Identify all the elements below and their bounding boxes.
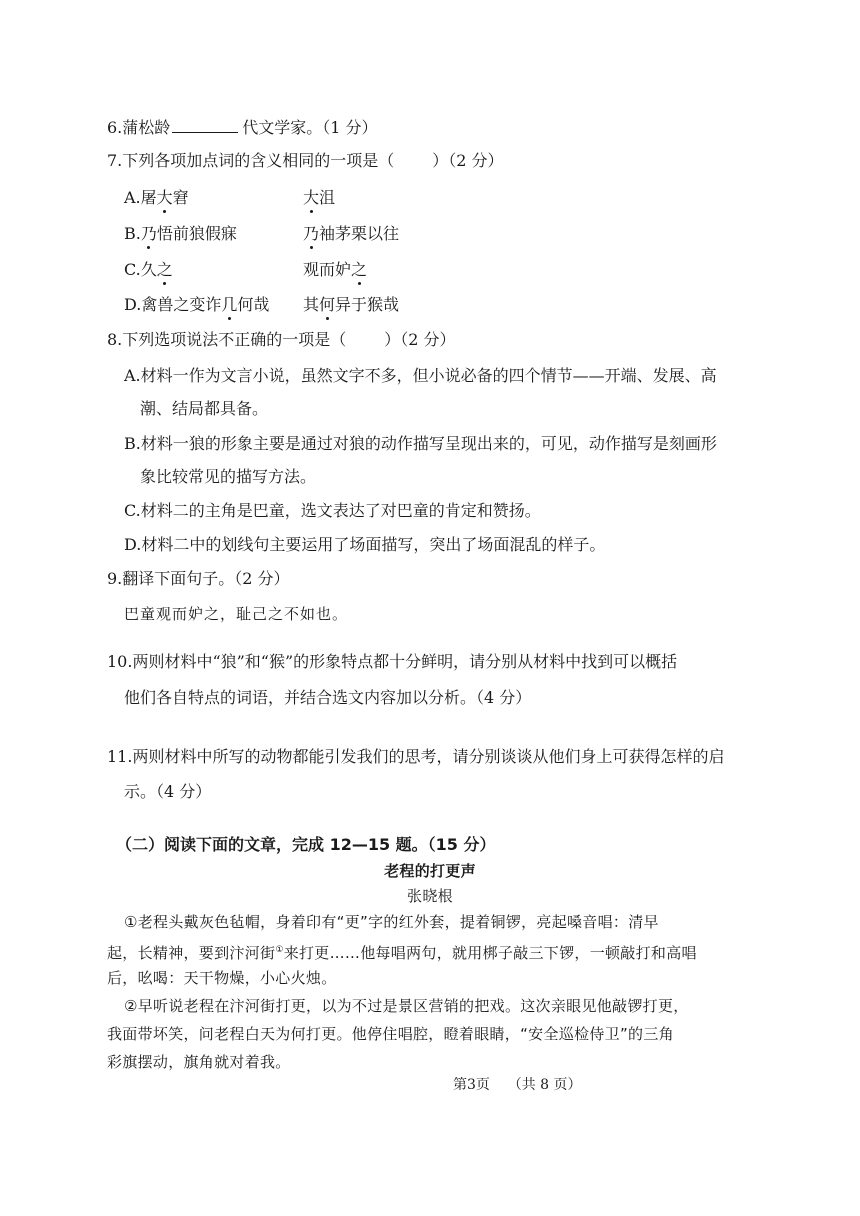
q7-score: ）（2 分） <box>432 151 504 170</box>
q8-option-a-line1: A.材料一作为文言小说，虽然文字不多，但小说必备的四个情节——开端、发展、高 <box>124 366 717 385</box>
dotted-word: 之 <box>156 260 173 279</box>
option-text: D.禽兽之变诈 <box>124 295 222 314</box>
dotted-word: 大 <box>303 188 320 207</box>
q8-option-a-line2: 潮、结局都具备。 <box>140 399 269 418</box>
option-text: 异于猴哉 <box>335 295 400 314</box>
q6-prefix: 6.蒲松龄 <box>107 118 171 137</box>
option-text: C.久 <box>124 260 157 279</box>
article-p2-line3: 彩旗摆动，旗角就对着我。 <box>107 1053 291 1071</box>
question-8-stem <box>107 330 456 350</box>
section-heading: （二）阅读下面的文章，完成 12—15 题。（15 分） <box>116 835 496 854</box>
option-text: 袖茅栗以往 <box>319 224 400 243</box>
question-7-stem <box>107 151 504 171</box>
p1-text: 起，长精神，要到汴河街 <box>107 944 276 962</box>
question-9-stem: 9.翻译下面句子。（2 分） <box>107 569 290 588</box>
q8-option-d: D.材料二中的划线句主要运用了场面描写，突出了场面混乱的样子。 <box>124 535 606 554</box>
dotted-word: 乃 <box>140 224 157 243</box>
option-text: 沮 <box>319 188 336 207</box>
page-total: （共 8 页） <box>507 1077 582 1093</box>
q7-option-a <box>124 188 524 208</box>
q7-option-d-right <box>303 295 399 315</box>
question-10-line1: 10.两则材料中“狼”和“猴”的形象特点都十分鲜明，请分别从材料中找到可以概括 <box>107 652 678 671</box>
q8-stem-text: 8.下列选项说法不正确的一项是（ <box>107 330 347 349</box>
article-p1-line2 <box>107 940 697 963</box>
answer-blank <box>172 117 238 133</box>
dotted-word: 乃 <box>303 224 320 243</box>
q7-stem-text: 7.下列各项加点词的含义相同的一项是（ <box>107 151 395 170</box>
q8-option-c: C.材料二的主角是巴童，选文表达了对巴童的肯定和赞扬。 <box>124 501 541 520</box>
q8-option-b-line2: 象比较常见的描写方法。 <box>140 467 317 486</box>
page-footer <box>453 1074 582 1094</box>
article-p2-line2: 我面带坏笑，问老程白天为何打更。他停住唱腔，瞪着眼睛，“安全巡检侍卫”的三角 <box>107 1025 674 1043</box>
q8-score: ）（2 分） <box>384 330 456 349</box>
q8-option-b-line1: B.材料一狼的形象主要是通过对狼的动作描写呈现出来的，可见，动作描写是刻画形 <box>124 434 717 453</box>
question-6 <box>107 117 378 138</box>
option-text: 窘 <box>172 188 189 207</box>
q7-option-c <box>124 260 524 280</box>
dotted-word: 之 <box>351 260 368 279</box>
option-text: 悟前狼假寐 <box>156 224 237 243</box>
q7-option-c-right <box>303 260 367 280</box>
q7-option-a-right <box>303 188 335 208</box>
q7-option-b-right <box>303 224 399 244</box>
option-text: A.屠 <box>124 188 157 207</box>
footnote-mark: ① <box>275 945 284 955</box>
q7-option-d <box>124 295 524 315</box>
article-p2-line1: ②早听说老程在汴河街打更，以为不过是景区营销的把戏。这次亲眼见他敲锣打更， <box>124 997 689 1015</box>
q9-sentence: 巴童观而妒之，耻己之不如也。 <box>124 605 349 623</box>
dotted-word: 几 <box>221 295 238 314</box>
article-p1-line1: ①老程头戴灰色毡帽，身着印有“更”字的红外套，提着铜锣，亮起嗓音唱：清早 <box>124 913 659 931</box>
option-text: 何哉 <box>237 295 270 314</box>
option-text: 观而妒 <box>303 260 352 279</box>
p1-text: 来打更……他每唱两句，就用梆子敲三下锣，一顿敲打和高唱 <box>283 944 697 962</box>
option-text: B. <box>124 224 141 243</box>
option-text: 其 <box>303 295 320 314</box>
question-11-line1: 11.两则材料中所写的动物都能引发我们的思考，请分别谈谈从他们身上可获得怎样的启 <box>107 747 725 766</box>
article-p1-line3: 后，吆喝：天干物燥，小心火烛。 <box>107 969 337 987</box>
page-number: 第3页 <box>453 1077 490 1093</box>
article-author: 张晓根 <box>407 887 453 905</box>
dotted-word: 大 <box>156 188 173 207</box>
q7-option-b <box>124 224 524 244</box>
question-11-line2: 示。（4 分） <box>124 782 212 801</box>
question-10-line2: 他们各自特点的词语，并结合选文内容加以分析。（4 分） <box>124 688 532 707</box>
q6-suffix: 代文学家。（1 分） <box>242 118 378 137</box>
dotted-word: 何 <box>319 295 336 314</box>
article-title: 老程的打更声 <box>384 862 476 880</box>
